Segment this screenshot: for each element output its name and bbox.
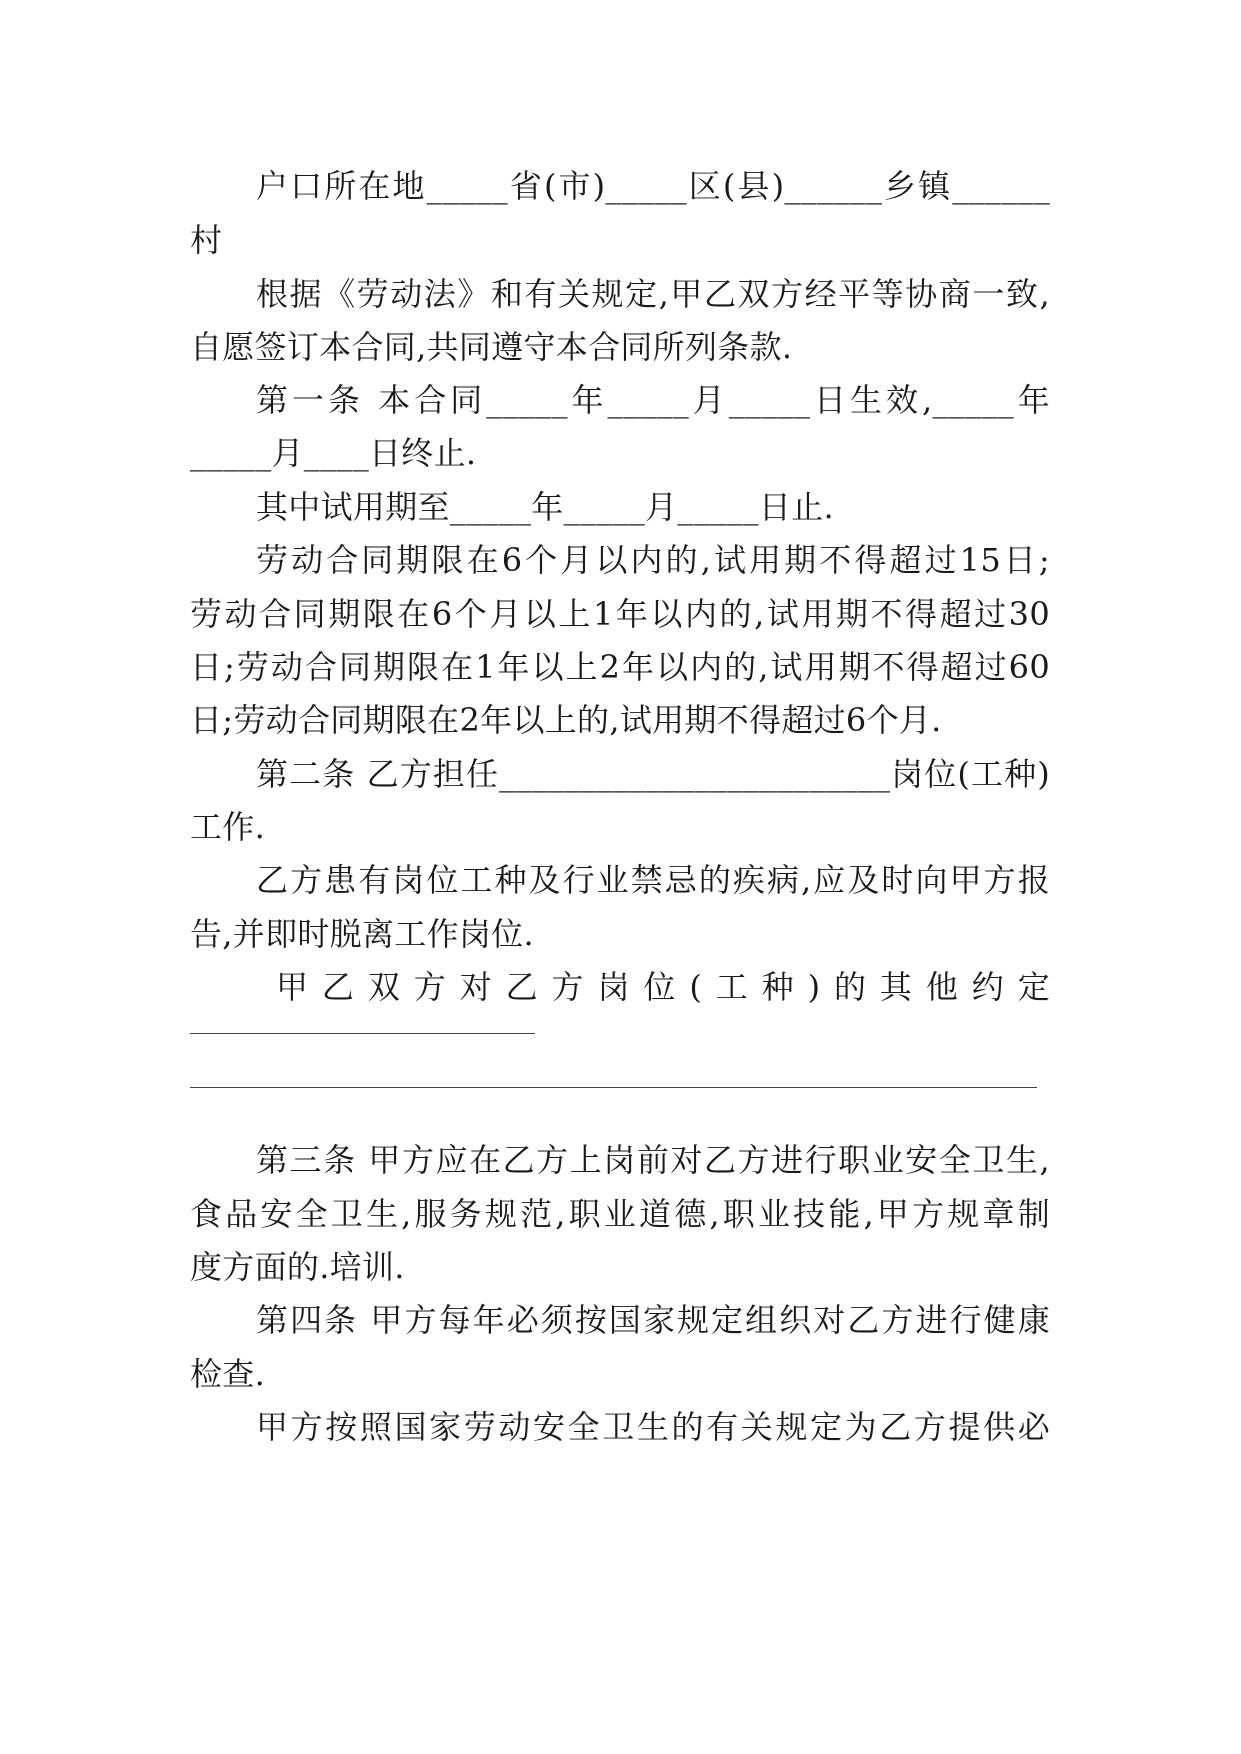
text-line-disease-report-1: 乙方患有岗位工种及行业禁忌的疾病,应及时向甲方报 [256, 861, 1050, 899]
text-line-preamble-1: 根据《劳动法》和有关规定,甲乙双方经平等协商一致, [256, 275, 1050, 313]
text-line-village: 村 [190, 221, 223, 259]
text-line-article-3-cont: 食品安全卫生,服务规范,职业道德,职业技能,甲方规章制 [190, 1195, 1050, 1233]
text-line-article-1: 第一条 本合同_____年_____月_____日生效,_____年 [256, 381, 1050, 419]
text-line-article-2: 第二条 乙方担任________________________岗位(工种) [256, 755, 1050, 793]
text-line-probation: 其中试用期至_____年_____月_____日止. [256, 488, 834, 526]
text-line-article-4: 第四条 甲方每年必须按国家规定组织对乙方进行健康 [256, 1301, 1050, 1339]
text-line-probation-rule-4: 日;劳动合同期限在2年以上的,试用期不得超过6个月. [190, 701, 942, 739]
blank-rule-short [190, 1033, 535, 1034]
text-line-probation-rule-1: 劳动合同期限在6个月以内的,试用期不得超过15日; [256, 541, 1050, 579]
blank-rule-long [190, 1087, 1037, 1088]
text-line-article-3: 第三条 甲方应在乙方上岗前对乙方进行职业安全卫生, [256, 1141, 1050, 1179]
text-line-probation-rule-2: 劳动合同期限在6个月以上1年以内的,试用期不得超过30 [190, 595, 1050, 633]
text-line-disease-report-2: 告,并即时脱离工作岗位. [190, 915, 534, 953]
text-line-article-2-end: 工作. [190, 808, 266, 846]
text-line-household-registration: 户口所在地_____省(市)_____区(县)______乡镇______ [256, 167, 1050, 205]
text-line-article-1-end: _____月____日终止. [190, 434, 477, 472]
text-line-preamble-2: 自愿签订本合同,共同遵守本合同所列条款. [190, 328, 793, 366]
text-line-safety-provision: 甲方按照国家劳动安全卫生的有关规定为乙方提供必 [256, 1408, 1050, 1446]
text-line-other-agreement: 甲乙双方对乙方岗位(工种)的其他约定 [276, 968, 1050, 1006]
text-line-probation-rule-3: 日;劳动合同期限在1年以上2年以内的,试用期不得超过60 [190, 648, 1050, 686]
text-line-article-4-end: 检查. [190, 1355, 266, 1393]
text-line-article-3-end: 度方面的.培训. [190, 1248, 405, 1286]
